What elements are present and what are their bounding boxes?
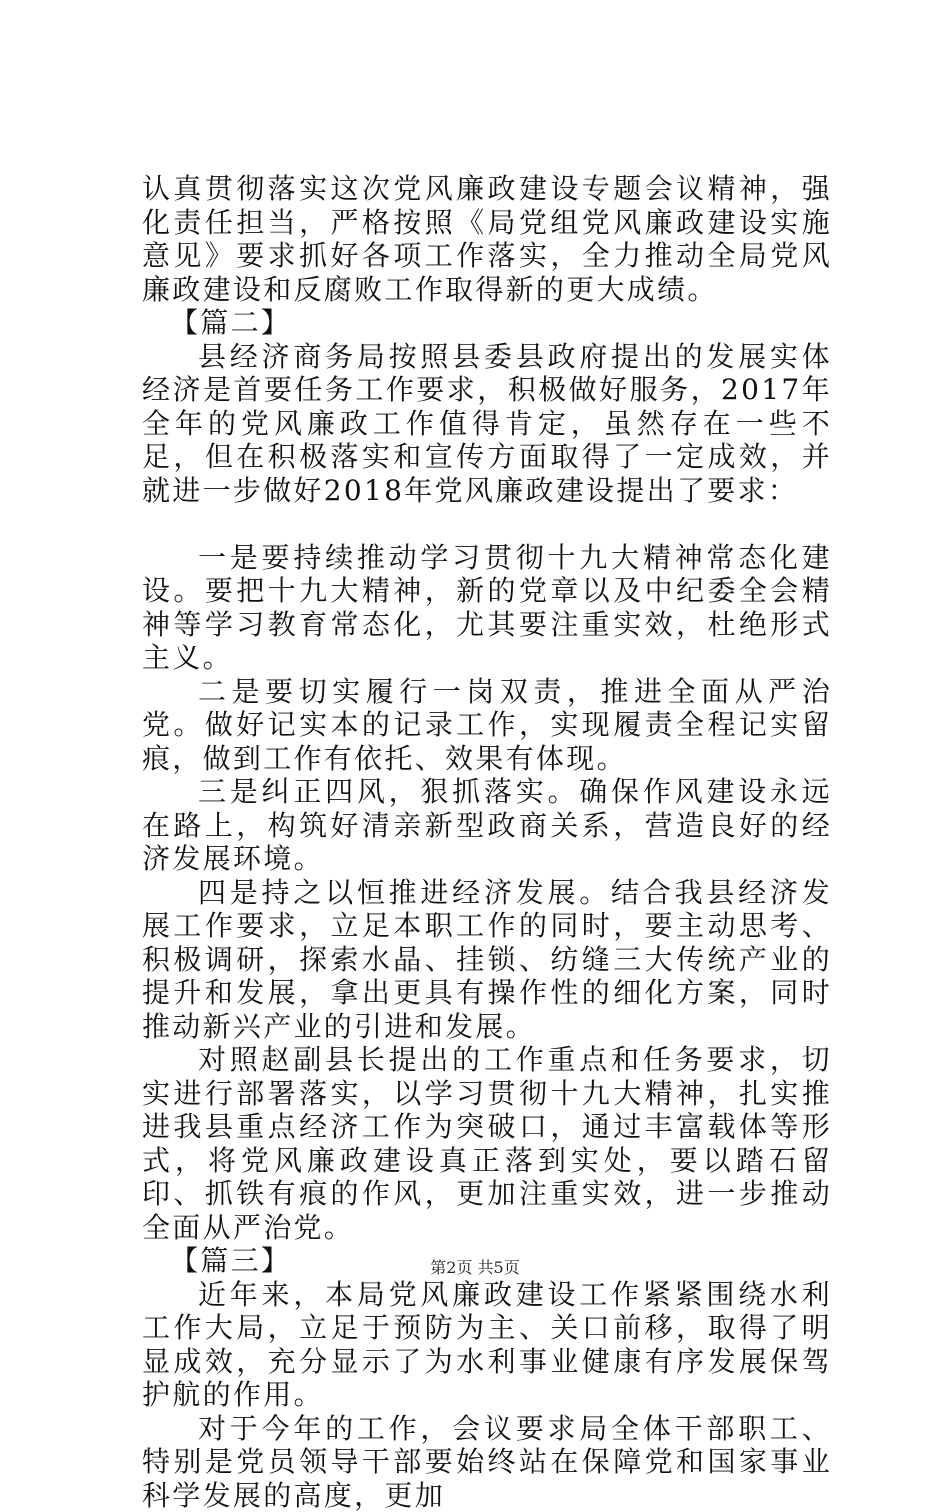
paragraph-point-three: 三是纠正四风，狠抓落实。确保作风建设永远在路上，构筑好清亲新型政商关系，营造良好的经济发展环境。 bbox=[142, 775, 832, 876]
paragraph-point-two: 二是要切实履行一岗双责，推进全面从严治党。做好记实本的记录工作，实现履责全程记实留痕，做到工作有依托、效果有体现。 bbox=[142, 675, 832, 776]
blank-line bbox=[142, 507, 832, 541]
paragraph-deputy-requirements: 对照赵副县长提出的工作重点和任务要求，切实进行部署落实，以学习贯彻十九大精神，扎实推进我县重点经济工作为突破口，通过丰富载体等形式，将党风廉政建设真正落到实处，要以踏石留印、抓铁有痕的作风，更加注重实效，进一步推动全面从严治党。 bbox=[142, 1043, 832, 1244]
section-heading-part-two: 【篇二】 bbox=[142, 306, 832, 340]
document-body bbox=[142, 172, 832, 1512]
paragraph-this-year-work: 对于今年的工作，会议要求局全体干部职工、特别是党员领导干部要始终站在保障党和国家事业科学发展的高度，更加 bbox=[142, 1412, 832, 1512]
page-number-label: 第2页 共5页 bbox=[430, 1258, 519, 1277]
paragraph-point-one: 一是要持续推动学习贯彻十九大精神常态化建设。要把十九大精神，新的党章以及中纪委全会精神等学习教育常态化，尤其要注重实效，杜绝形式主义。 bbox=[142, 541, 832, 675]
paragraph-bureau-summary: 县经济商务局按照县委县政府提出的发展实体经济是首要任务工作要求，积极做好服务，2017年全年的党风廉政工作值得肯定，虽然存在一些不足，但在积极落实和宣传方面取得了一定成效，并就进一步做好2018年党风廉政建设提出了要求： bbox=[142, 340, 832, 508]
paragraph-intro-continuation: 认真贯彻落实这次党风廉政建设专题会议精神，强化责任担当，严格按照《局党组党风廉政建设实施意见》要求抓好各项工作落实，全力推动全局党风廉政建设和反腐败工作取得新的更大成绩。 bbox=[142, 172, 832, 306]
paragraph-recent-years: 近年来，本局党风廉政建设工作紧紧围绕水利工作大局，立足于预防为主、关口前移，取得了明显成效，充分显示了为水利事业健康有序发展保驾护航的作用。 bbox=[142, 1278, 832, 1412]
section-heading-part-three: 【篇三】 bbox=[142, 1244, 832, 1278]
paragraph-point-four: 四是持之以恒推进经济发展。结合我县经济发展工作要求，立足本职工作的同时，要主动思考、积极调研，探索水晶、挂锁、纺缝三大传统产业的提升和发展，拿出更具有操作性的细化方案，同时推动新兴产业的引进和发展。 bbox=[142, 876, 832, 1044]
page-footer bbox=[0, 1258, 950, 1278]
